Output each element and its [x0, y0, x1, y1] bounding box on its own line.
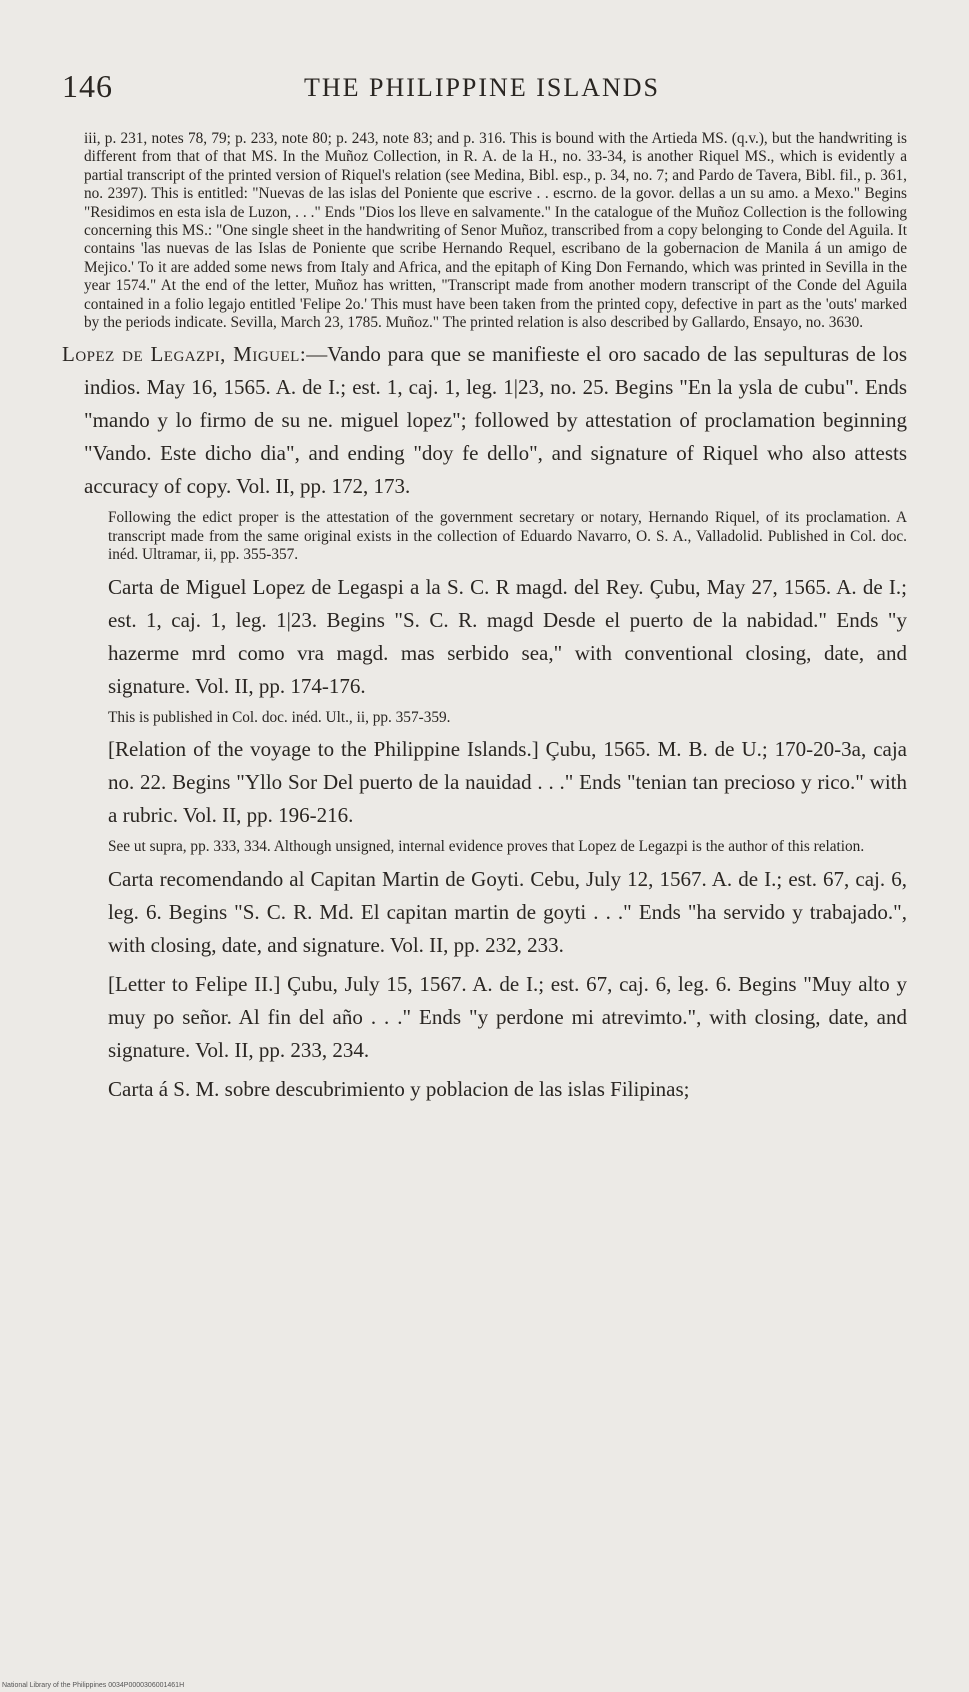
page-header — [62, 68, 902, 108]
entry-vando — [62, 338, 907, 503]
entry-vando-text: —Vando para que se manifieste el oro sacado de las sepulturas de los indios. May 16, 1565. A. de I.; est. 1, caj. 1, leg. 1|23, no. 25. Begins "En la ysla de cubu". Ends "mando y lo firmo de su ne. miguel lopez"; followed by attestation of proclamation beginning "Vando. Este dicho dia", and ending "doy fe dello", and signature of Riquel who also attests accuracy of copy. Vol. II, pp. 172, 173. — [84, 342, 907, 499]
intro-footnote: iii, p. 231, notes 78, 79; p. 233, note 80; p. 243, note 83; and p. 316. This is bound with the Artieda MS. (q.v.), but the handwriting is different from that of that MS. In the Muñoz Collection, in R. A. de la H., no. 33-34, is another Riquel MS., which is evidently a partial transcript of the printed version of Riquel's relation (see Medina, Bibl. esp., p. 34, no. 7; and Pardo de Tavera, Bibl. fil., p. 361, no. 2397). This is entitled: "Nuevas de las islas del Poniente que escrive . . escrno. de la govor. dellas a un su amo. a Mexo." Begins "Residimos en esta isla de Luzon, . . ." Ends "Dios los lleve en salvamente." In the catalogue of the Muñoz Collection is the following concerning this MS.: "One single sheet in the handwriting of Senor Muñoz, transcribed from a copy belonging to Conde del Aguila. It contains 'las nuevas de las Islas de Poniente que scribe Hernando Requel, escribano de la gobernacion de Manila á un amigo de Mejico.' To it are added some news from Italy and Africa, and the epitaph of King Don Fernando, which was printed in Sevilla in the year 1574." At the end of the letter, Muñoz has written, "Transcript made from another modern transcript of the Conde del Aguila contained in a folio legajo entitled 'Felipe 2o.' This must have been taken from the printed copy, defective in part as the 'outs' marked by the periods indicate. Sevilla, March 23, 1785. Muñoz." The printed relation is also described by Gallardo, Ensayo, no. 3630. — [84, 130, 907, 332]
running-title: THE PHILIPPINE ISLANDS — [304, 73, 660, 102]
page-number: 146 — [62, 68, 113, 104]
scan-footer: National Library of the Philippines 0034P0000306001461H — [2, 1682, 185, 1689]
relation-note: See ut supra, pp. 333, 334. Although unsigned, internal evidence proves that Lopez de Legazpi is the author of this relation. — [108, 838, 865, 856]
entry-relation: [Relation of the voyage to the Philippine Islands.] Çubu, 1565. M. B. de U.; 170-20-3a, caja no. 22. Begins "Yllo Sor Del puerto de la nauidad . . ." Ends "tenian tan precioso y rico." with a rubric. Vol. II, pp. 196-216. — [108, 737, 907, 828]
entry-carta-sm: Carta á S. M. sobre descubrimiento y poblacion de las islas Filipinas; — [108, 1076, 690, 1101]
entry-felipe: [Letter to Felipe II.] Çubu, July 15, 1567. A. de I.; est. 67, caj. 6, leg. 6. Begins "Muy alto y muy po señor. Al fin del año . . ." Ends "y perdone mi atrevimto.", with closing, date, and signature. Vol. II, pp. 233, 234. — [108, 971, 907, 1062]
entry-goyti: Carta recomendando al Capitan Martin de Goyti. Cebu, July 12, 1567. A. de I.; est. 67, caj. 6, leg. 6. Begins "S. C. R. Md. El capitan martin de goyti . . ." Ends "ha servido y trabajado.", with closing, date, and signature. Vol. II, pp. 232, 233. — [108, 866, 907, 957]
page-body — [62, 130, 907, 1106]
entry-carta-rey: Carta de Miguel Lopez de Legaspi a la S. C. R magd. del Rey. Çubu, May 27, 1565. A. de I.; est. 1, caj. 1, leg. 1|23. Begins "S. C. R. magd Desde el puerto de la nabidad." Ends "y hazerme mrd como vra magd. mas serbido sea," with conventional closing, date, and signature. Vol. II, pp. 174-176. — [108, 574, 907, 698]
entry-author: Lopez de Legazpi, Miguel: — [62, 342, 307, 367]
edict-note: Following the edict proper is the attestation of the government secretary or notary, Hernando Riquel, of its proclamation. A transcript made from the same original exists in the collection of Eduardo Navarro, O. S. A., Valladolid. Published in Col. doc. inéd. Ultramar, ii, pp. 355-357. — [108, 509, 907, 564]
published-note: This is published in Col. doc. inéd. Ult., ii, pp. 357-359. — [108, 708, 451, 726]
